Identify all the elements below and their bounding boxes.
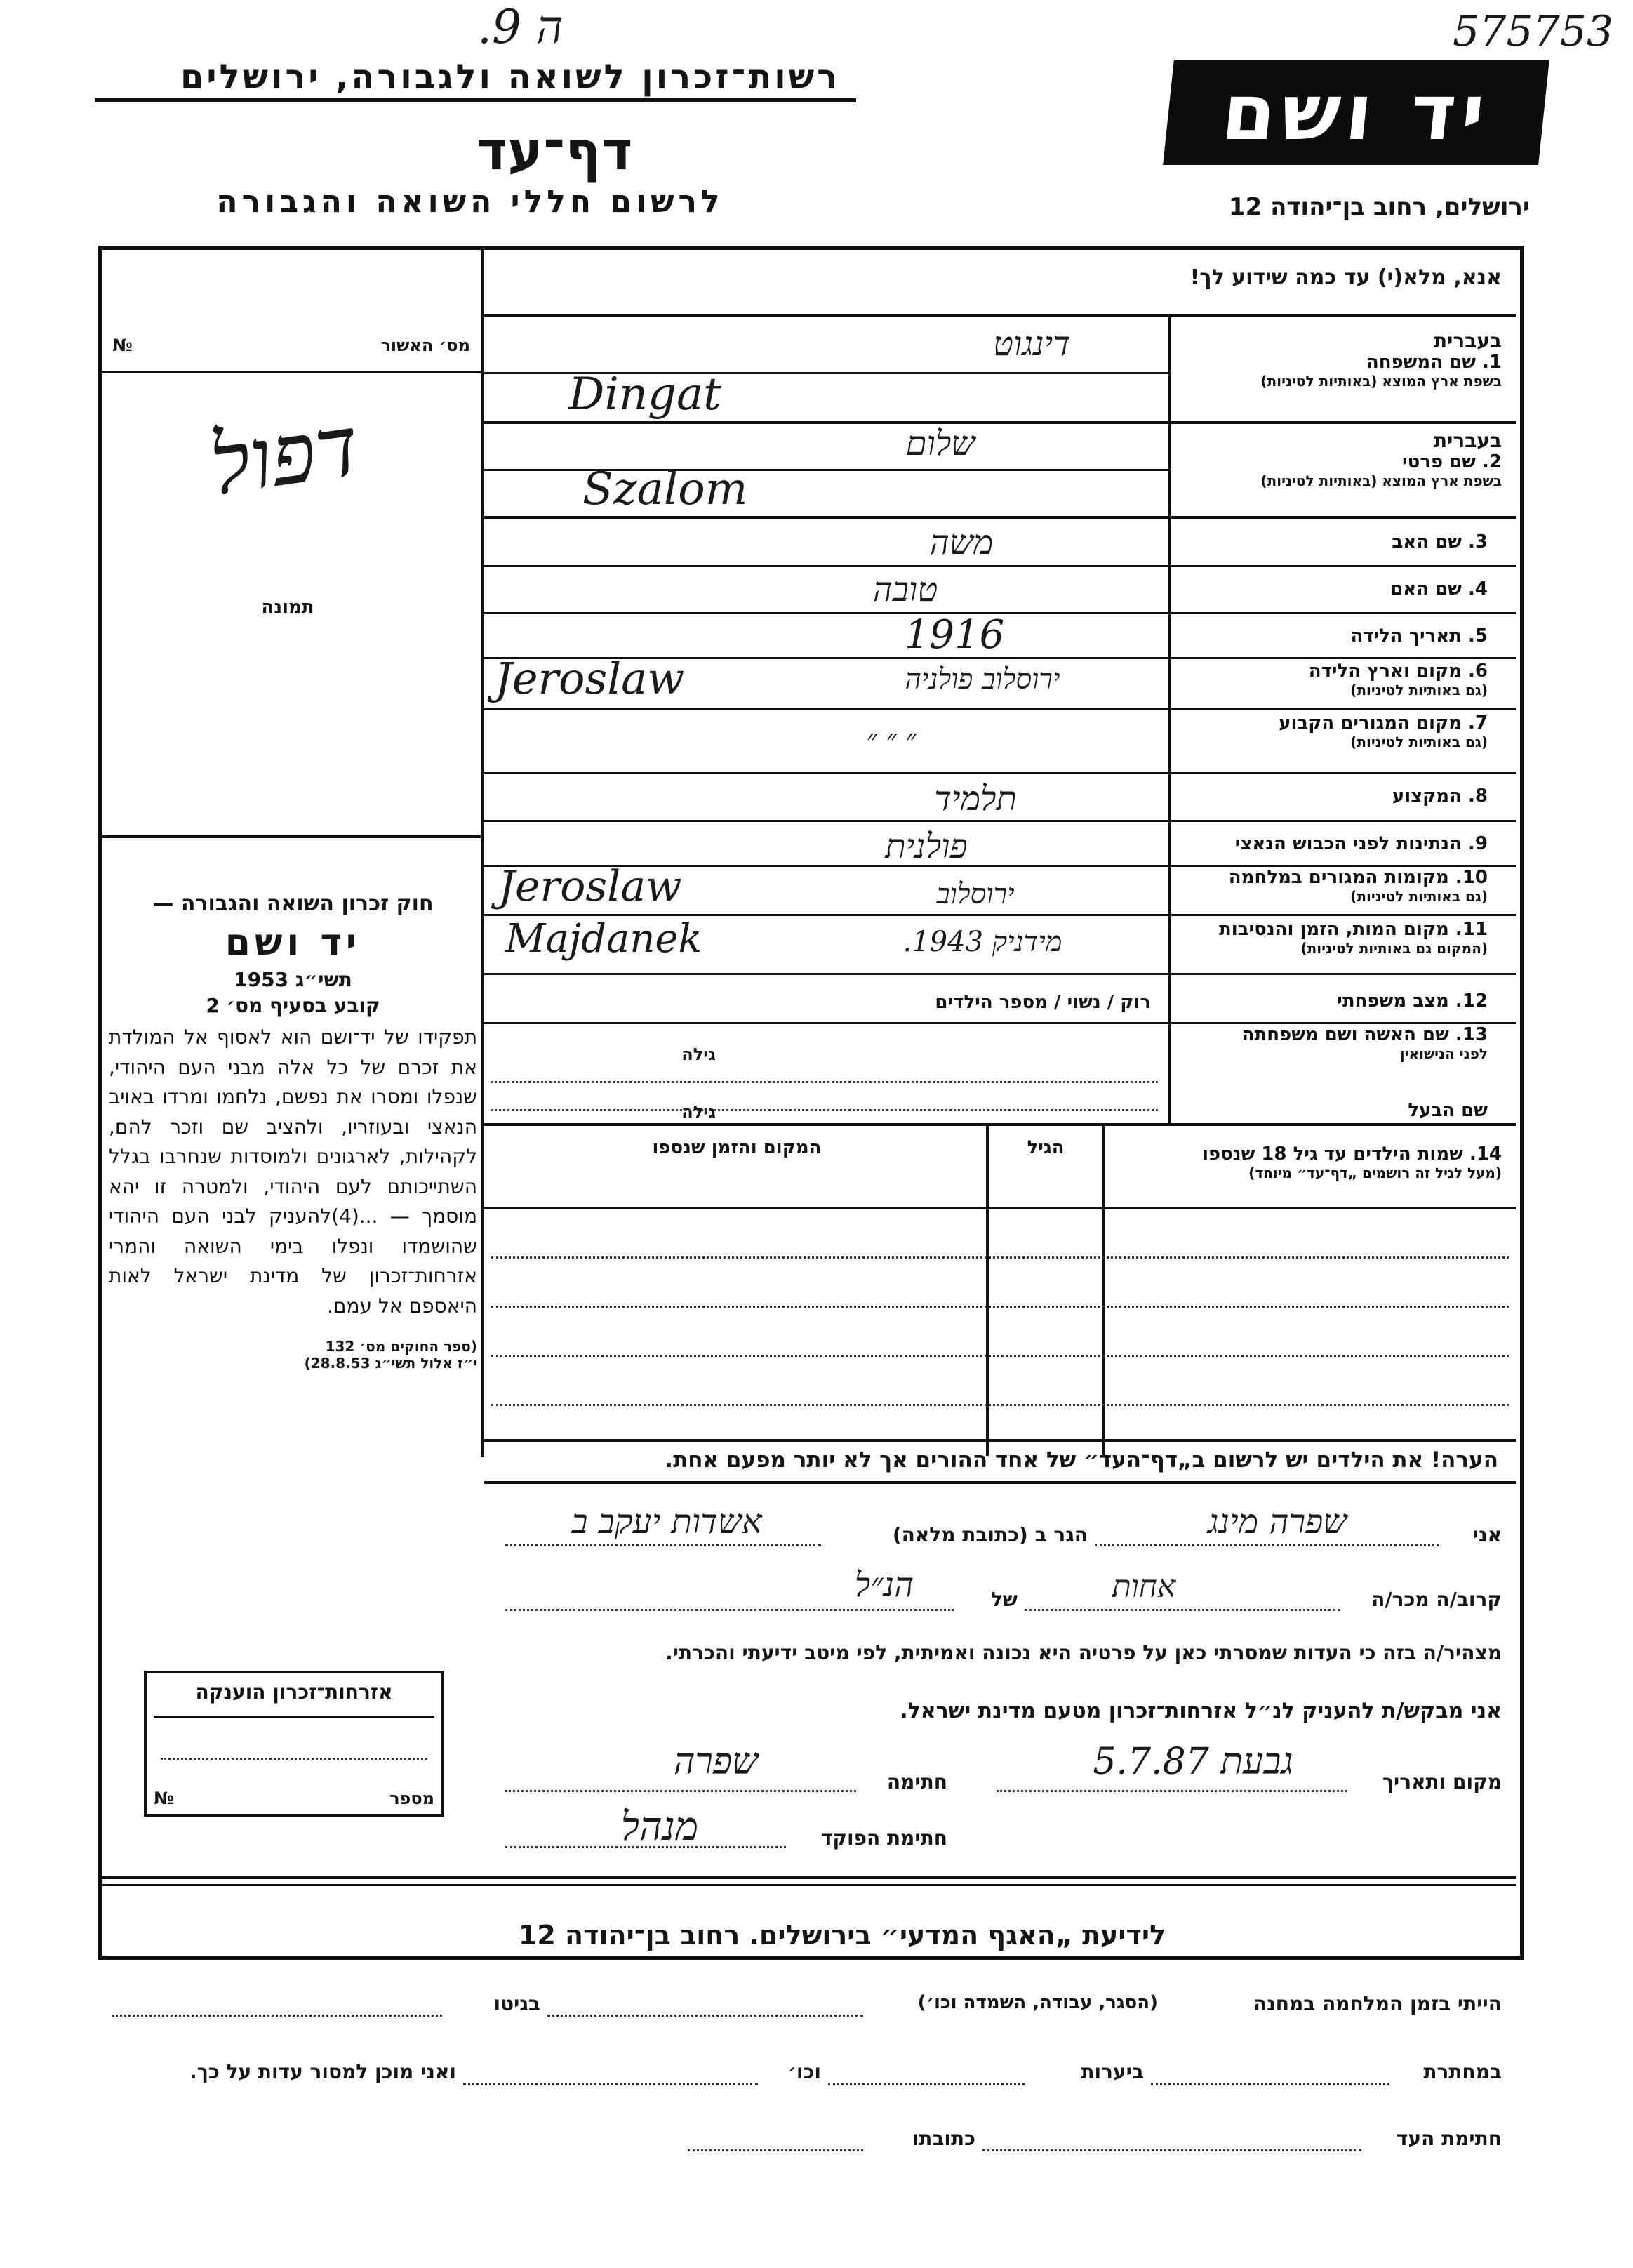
decl-place-date-value: גבעת 5.7.87: [1093, 1741, 1293, 1783]
in-hebrew-2: בעברית: [1433, 429, 1502, 452]
law-body: תפקידו של יד־ושם הוא לאסוף אל המולדת את זכרם של כל אלה מבני העם היהודי, שנפלו ומסרו את נפשם, נלחמו ומרדו באויב הנאצי ובעוזריו, ולהציב שם וזכר להם, לקהילות, לארגונים ולמוסדות שנחרבו בגלל השתייכותם לעם היהודי, ולמטרה זו יהא מוסמך — ...(4)להעניק לבני העם היהודי שהושמדו ונפלו בימי השואה והמרי אזרחות־זכרון של מדינת ישראל לאות היאספם אל עמם.: [109, 1026, 477, 1318]
law-ref-2: י״ז אלול תשי״ג 28.8.53): [304, 1355, 477, 1372]
decl-resides: הגר ב (כתובת מלאה): [892, 1523, 1088, 1546]
field-mother: 4. שם האם: [1390, 578, 1488, 599]
field-birth-place: 6. מקום וארץ הלידה (גם באותיות לטיניות): [1308, 661, 1488, 698]
decl-address-value: אשדות יעקב ב: [571, 1502, 762, 1541]
field-father: 3. שם האב: [1392, 531, 1488, 552]
note-text: הערה! את הילדים יש לרשום ב„דף־העד״ של אחד ההורים אך לא יותר מפעם אחת.: [665, 1447, 1498, 1473]
field-war-residence: 10. מקומות המגורים במלחמה (גם באותיות לטיניות): [1228, 867, 1488, 905]
field-spouse: 13. שם האשה ושם משפחתה לפני הנישואין: [1241, 1024, 1488, 1062]
value-marital: רוק / נשוי / מספר הילדים: [935, 992, 1151, 1013]
law-title: חוק זכרון השואה והגבורה —: [152, 891, 434, 916]
value-family-name-lat: Dingat: [568, 369, 721, 420]
header-rule: [95, 98, 856, 102]
law-year: תשי״ג 1953: [234, 968, 352, 991]
bottom-line2c: וכו׳: [787, 2060, 821, 2083]
bottom-line2b: ביערות: [1081, 2060, 1144, 2083]
decl-statement: מצהיר/ה בזה כי העדות שמסרתי כאן על פרטיה היא נכונה ואמיתית, לפי מיטב ידיעתי והכרתי.: [665, 1641, 1502, 1664]
bottom-line2d: ואני מוכן למסור עדות על כך.: [189, 2060, 456, 2083]
decl-request: אני מבקש/ת להעניק לנ״ל אזרחות־זכרון מטעם מדינת ישראל.: [900, 1699, 1502, 1723]
bottom-line3a: חתימת העד: [1396, 2127, 1502, 2150]
value-first-name-he: שלום: [905, 424, 975, 463]
decl-of-value: הנ״ל: [854, 1565, 914, 1605]
approval-no-mark: №: [112, 336, 133, 355]
in-hebrew-1: בעברית: [1433, 329, 1502, 352]
page-title: דף־עד: [476, 119, 633, 182]
authority-line: רשות־זכרון לשואה ולגבורה, ירושלים: [180, 58, 840, 97]
law-clause: קובע בסעיף מס׳ 2: [206, 994, 380, 1017]
citizenship-title: אזרחות־זכרון הוענקה: [195, 1680, 393, 1704]
citizenship-box: [144, 1671, 444, 1817]
corner-mark: ה 9.: [477, 0, 564, 54]
citizenship-number: מספר №: [154, 1789, 434, 1808]
value-death-lat: Majdanek: [505, 916, 702, 962]
bottom-line1b: (הסגר, עבודה, השמדה וכו׳): [917, 1992, 1158, 2013]
page-subtitle: לרשום חללי השואה והגבורה: [216, 184, 724, 220]
bottom-heading: לידיעת „האגף המדעי״ בירושלים. רחוב בן־יהודה 12: [518, 1920, 1166, 1951]
value-profession: תלמיד: [934, 779, 1017, 818]
field-marital: 12. מצב משפחתי: [1337, 990, 1488, 1012]
value-family-name-he: דינגוט: [992, 324, 1071, 364]
bottom-line1c: בגיטו: [493, 1992, 540, 2015]
decl-of: של: [990, 1588, 1018, 1611]
bottom-line1a: הייתי בזמן המלחמה במחנה: [1253, 1992, 1502, 2015]
field-profession: 8. המקצוע: [1392, 785, 1488, 807]
value-birth-date: 1916: [904, 612, 1005, 658]
bottom-line3b: כתובתו: [912, 2127, 975, 2150]
decl-relation-value: אחות: [1112, 1569, 1176, 1605]
approval-label: [112, 336, 470, 355]
value-nationality: פולנית: [885, 827, 968, 866]
value-birth-place: ירוסלוב פולניה: [905, 663, 1060, 696]
value-father: משה: [929, 523, 994, 562]
decl-signature: חתימה: [886, 1770, 947, 1793]
value-husband: גילה: [681, 1102, 716, 1122]
form-request: אנא, מלא(י) עד כמה שידוע לך!: [1189, 265, 1502, 290]
approval-text: מס׳ האשור: [380, 336, 470, 355]
archive-number: 575753: [1453, 7, 1614, 56]
field-family-name: בעברית 1. שם המשפחה בשפת ארץ המוצא (באותיות לטיניות): [1179, 330, 1502, 390]
decl-place-date: מקום ותאריך: [1382, 1770, 1502, 1793]
field-residence: 7. מקום המגורים הקבוע (גם באותיות לטיניות): [1279, 712, 1488, 750]
children-header: 14. שמות הילדים עד גיל 18 שנספו (מעל לגיל זה רושמים „דף־עד״ מיוחד): [1202, 1143, 1502, 1181]
decl-i: אני: [1472, 1523, 1502, 1546]
bottom-line2a: במחתרת: [1423, 2060, 1502, 2083]
yad-vashem-logo: [1163, 60, 1549, 165]
logo-text: יד ושם: [1218, 67, 1495, 157]
decl-relative: קרוב/ה מכר/ה: [1371, 1588, 1502, 1611]
photo-stamp: דפול: [204, 397, 366, 515]
decl-official: חתימת הפוקד: [820, 1826, 947, 1850]
decl-official-value: מנהל: [620, 1804, 699, 1850]
decl-i-value: שפרה מינג: [1207, 1502, 1347, 1541]
value-spouse: גילה: [681, 1045, 716, 1064]
value-mother: טובה: [872, 570, 938, 609]
law-logo: יד ושם: [225, 922, 361, 964]
decl-signature-value: שפרה: [673, 1741, 759, 1783]
field-nationality: 9. הנתינות לפני הכבוש הנאצי: [1234, 833, 1488, 854]
law-ref-1: (ספר החוקים מס׳ 132: [325, 1338, 477, 1355]
value-first-name-lat: Szalom: [582, 463, 748, 515]
field-husband: שם הבעל: [1408, 1100, 1488, 1121]
value-war-residence-lat: Jeroslaw: [498, 862, 682, 911]
children-age-header: הגיל: [1027, 1137, 1065, 1158]
value-residence: ״ ״ ״: [866, 724, 917, 756]
field-death: 11. מקום המות, הזמן והנסיבות (המקום גם באותיות לטיניות): [1219, 919, 1488, 957]
children-place-header: המקום והזמן שנספו: [652, 1137, 822, 1158]
value-war-residence: ירוסלוב: [936, 878, 1015, 910]
value-birth-place-lat: Jeroslaw: [495, 653, 685, 704]
field-birth-date: 5. תאריך הלידה: [1350, 625, 1488, 646]
photo-label: תמונה: [261, 597, 314, 618]
field-first-name: בעברית 2. שם פרטי בשפת ארץ המוצא (באותיות לטיניות): [1179, 430, 1502, 489]
value-death: מידניק 1943.: [902, 926, 1062, 958]
header-address: ירושלים, רחוב בן־יהודה 12: [1228, 193, 1530, 221]
law-box: [109, 891, 477, 1372]
